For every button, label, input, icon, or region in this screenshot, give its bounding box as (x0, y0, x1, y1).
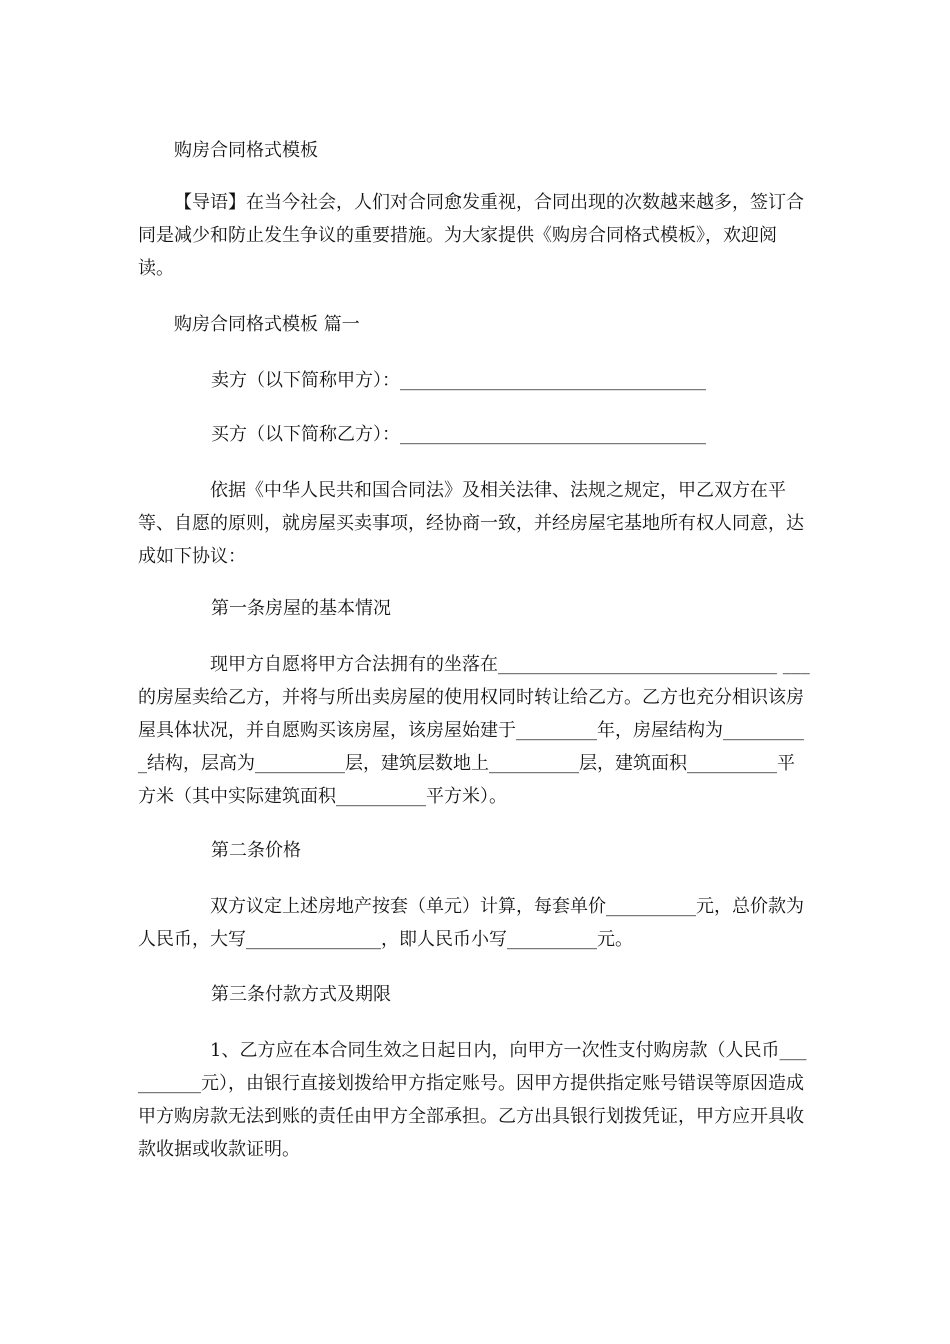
article1-heading: 第一条房屋的基本情况 (211, 598, 391, 619)
preamble-paragraph: 依据《中华人民共和国合同法》及相关法律、法规之规定，甲乙双方在平等、自愿的原则，就房屋买卖事项，经协商一致，并经房屋宅基地所有权人同意，达成如下协议： (138, 480, 804, 567)
article3-item1-paragraph: 1、乙方应在本合同生效之日起日内，向甲方一次性支付购房款（人民币__________元），由银行直接划拨给甲方指定账号。因甲方提供指定账号错误等原因造成甲方购房款无法到账的责任由甲方全部承担。乙方出具银行划拨凭证，甲方应开具收款收据或收款证明。 (138, 1040, 807, 1160)
article2-heading: 第二条价格 (211, 840, 301, 861)
article3-heading: 第三条付款方式及期限 (211, 984, 391, 1005)
document-title: 购房合同格式模板 (174, 140, 318, 161)
buyer-line: 买方（以下简称乙方）：__________________________________ (211, 424, 706, 445)
section-subtitle: 购房合同格式模板 篇一 (174, 314, 360, 335)
article1-paragraph: 现甲方自愿将甲方合法拥有的坐落在_______________________________ ___的房屋卖给乙方，并将与所出卖房屋的使用权同时转让给乙方。乙方也充分相识该房屋具体状况，并自愿购买该房屋，该房屋始建于_________年，房屋结构为__________结构，层高为__________层，建筑层数地上__________层，建筑面积__________平方米（其中实际建筑面积__________平方米）。 (138, 654, 810, 807)
intro-paragraph: 【导语】在当今社会，人们对合同愈发重视，合同出现的次数越来越多，签订合同是减少和防止发生争议的重要措施。为大家提供《购房合同格式模板》，欢迎阅读。 (138, 192, 804, 279)
seller-line: 卖方（以下简称甲方）：__________________________________ (211, 370, 706, 391)
article2-paragraph: 双方议定上述房地产按套（单元）计算，每套单价__________元，总价款为人民币，大写_______________，即人民币小写__________元。 (138, 896, 804, 950)
